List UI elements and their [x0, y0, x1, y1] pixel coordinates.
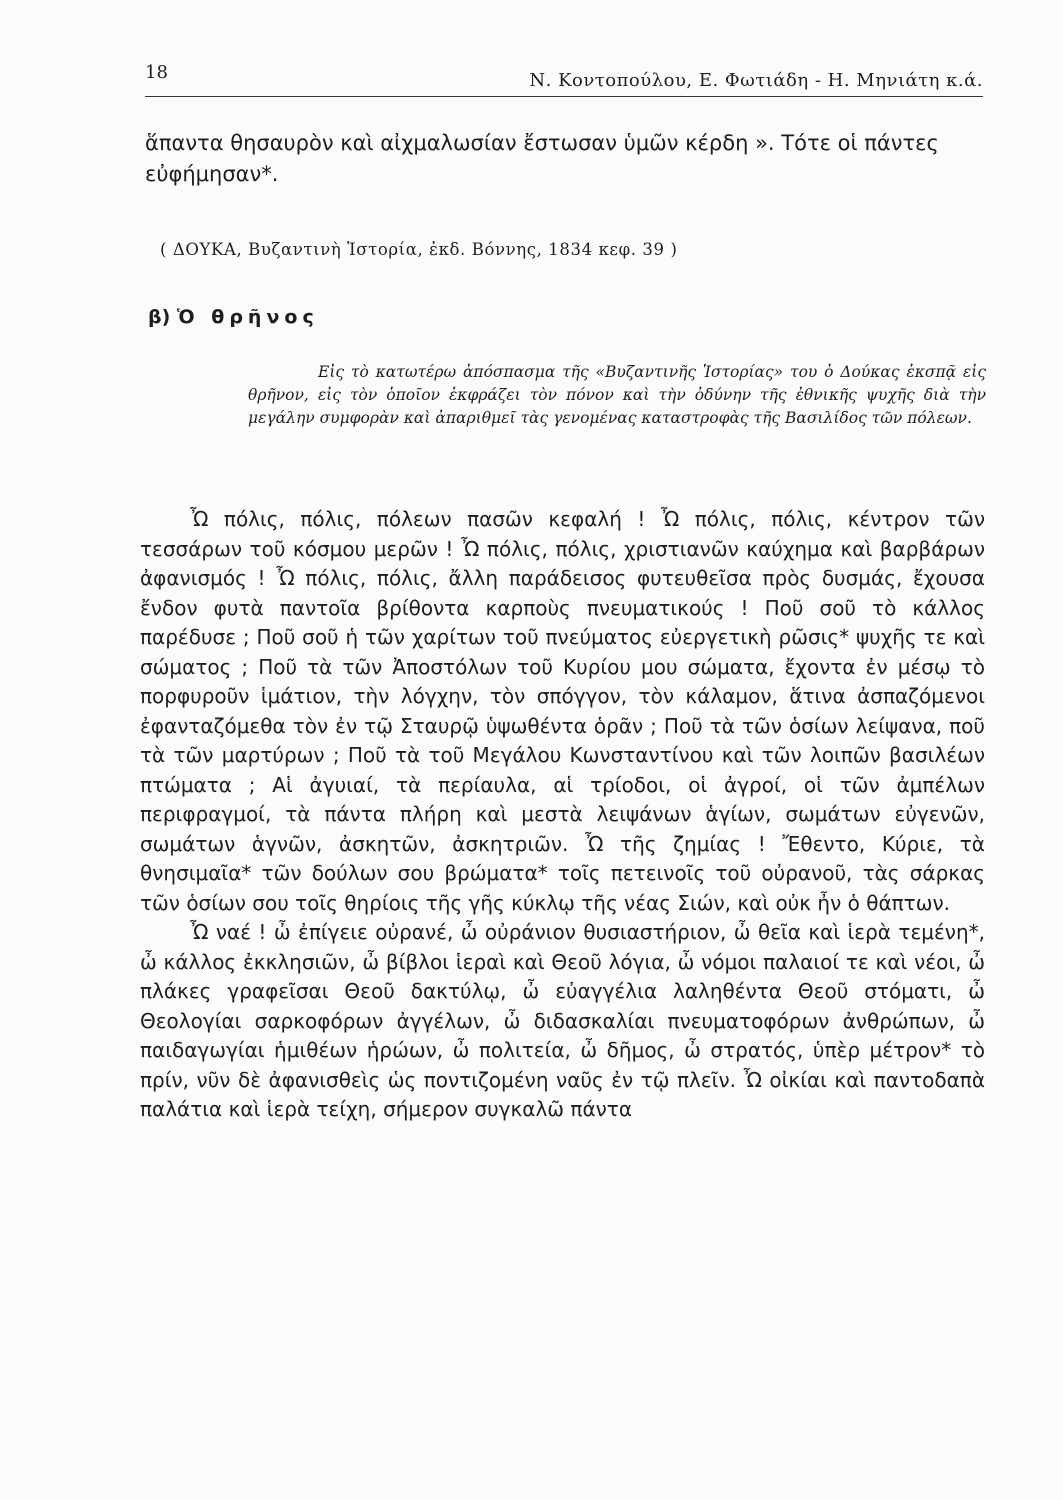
section-title: Ὁ θρῆνος	[176, 306, 319, 328]
intro-paragraph: ἅπαντα θησαυρὸν καὶ αἰχμαλωσίαν ἔστωσαν ὑμῶν κέρδη ». Τότε οἱ πάντες εὐφήμησαν*.	[145, 131, 939, 186]
section-summary	[248, 361, 986, 430]
page-number: 18	[145, 62, 168, 83]
running-head-authors: Ν. Κοντοπούλου, Ε. Φωτιάδη - Η. Μηνιάτη κ.ά.	[529, 70, 983, 91]
body-paragraph: Ὦ ναέ ! ὦ ἐπίγειε οὐρανέ, ὦ οὐράνιον θυσιαστήριον, ὦ θεῖα καὶ ἱερὰ τεμένη*, ὦ κάλλος ἐκκλησιῶν, ὦ βίβλοι ἱεραὶ καὶ Θεοῦ λόγια, ὦ νόμοι παλαιοί τε καὶ νέοι, ὦ πλάκες γραφεῖσαι Θεοῦ δακτύλῳ, ὦ εὐαγγέλια λαληθέντα Θεοῦ στόματι, ὦ Θεολογίαι σαρκοφόρων ἀγγέλων, ὦ διδασκαλίαι πνευματοφόρων ἀνθρώπων, ὦ παιδαγωγίαι ἡμιθέων ἡρώων, ὦ πολιτεία, ὦ δῆμος, ὦ στρατός, ὑπὲρ μέτρον* τὸ πρίν, νῦν δὲ ἀφανισθεὶς ὡς ποντιζομένη ναῦς ἐν τῷ πλεῖν. Ὦ οἰκίαι καὶ παντοδαπὰ παλάτια καὶ ἱερὰ τείχη, σήμερον συγκαλῶ πάντα	[140, 920, 985, 1121]
lament-text	[140, 505, 985, 1125]
summary-paragraph: Εἰς τὸ κατωτέρω ἀπόσπασμα τῆς «Βυζαντινῆς Ἱστορίας» του ὁ Δούκας ἐκσπᾷ εἰς θρῆνον, εἰς τὸν ὁποῖον ἐκφράζει τὸν πόνον καὶ τὴν ὀδύνην τῆς ἐθνικῆς ψυχῆς διὰ τὴν μεγάλην συμφορὰν καὶ ἀπαριθμεῖ τὰς γενομένας καταστροφὰς τῆς Βασιλίδος τῶν πόλεων.	[248, 363, 986, 427]
running-head	[145, 62, 983, 100]
body-paragraph: Ὦ πόλις, πόλις, πόλεων πασῶν κεφαλή ! Ὦ πόλις, πόλις, κέντρον τῶν τεσσάρων τοῦ κόσμου μερῶν ! Ὦ πόλις, πόλις, χριστιανῶν καύχημα καὶ βαρβάρων ἀφανισμός ! Ὦ πόλις, πόλις, ἄλλη παράδεισος φυτευθεῖσα πρὸς δυσμάς, ἔχουσα ἔνδον φυτὰ παντοῖα βρίθοντα καρποὺς πνευματικούς ! Ποῦ σοῦ τὸ κάλλος παρέδυσε ; Ποῦ σοῦ ἡ τῶν χαρίτων τοῦ πνεύματος εὐεργετικὴ ρῶσις* ψυχῆς τε καὶ σώματος ; Ποῦ τὰ τῶν Ἀποστόλων τοῦ Κυρίου μου σώματα, ἔχοντα ἐν μέσῳ τὸ πορφυροῦν ἱμάτιον, τὴν λόγχην, τὸν σπόγγον, τὸν κάλαμον, ἅτινα ἀσπαζόμενοι ἐφανταζόμεθα τὸν ἐν τῷ Σταυρῷ ὑψωθέντα ὁρᾶν ; Ποῦ τὰ τῶν ὁσίων λείψανα, ποῦ τὰ τῶν μαρτύρων ; Ποῦ τὰ τοῦ Μεγάλου Κωνσταντίνου καὶ τῶν λοιπῶν βασιλέων πτώματα ; Αἱ ἀγυιαί, τὰ περίαυλα, αἱ τρίοδοι, οἱ ἀγροί, οἱ τῶν ἀμπέλων περιφραγμοί, τὰ πάντα πλήρη καὶ μεστὰ λειψάνων ἁγίων, σωμάτων εὐγενῶν, σωμάτων ἁγνῶν, ἀσκητῶν, ἀσκητριῶν. Ὦ τῆς ζημίας ! Ἔθεντο, Κύριε, τὰ θνησιμαῖα* τῶν δούλων σου βρώματα* τοῖς πετεινοῖς τοῦ οὐρανοῦ, τὰς σάρκας τῶν ὁσίων σου τοῖς θηρίοις τῆς γῆς κύκλῳ τῆς νέας Σιών, καὶ οὐκ ἦν ὁ θάπτων.	[140, 507, 985, 915]
section-marker: β)	[148, 306, 171, 328]
source-citation: ( ΔΟΥΚΑ, Βυζαντινὴ Ἱστορία, ἐκδ. Βόννης, 1834 κεφ. 39 )	[160, 240, 678, 259]
section-heading	[148, 306, 319, 328]
header-rule	[145, 96, 983, 97]
